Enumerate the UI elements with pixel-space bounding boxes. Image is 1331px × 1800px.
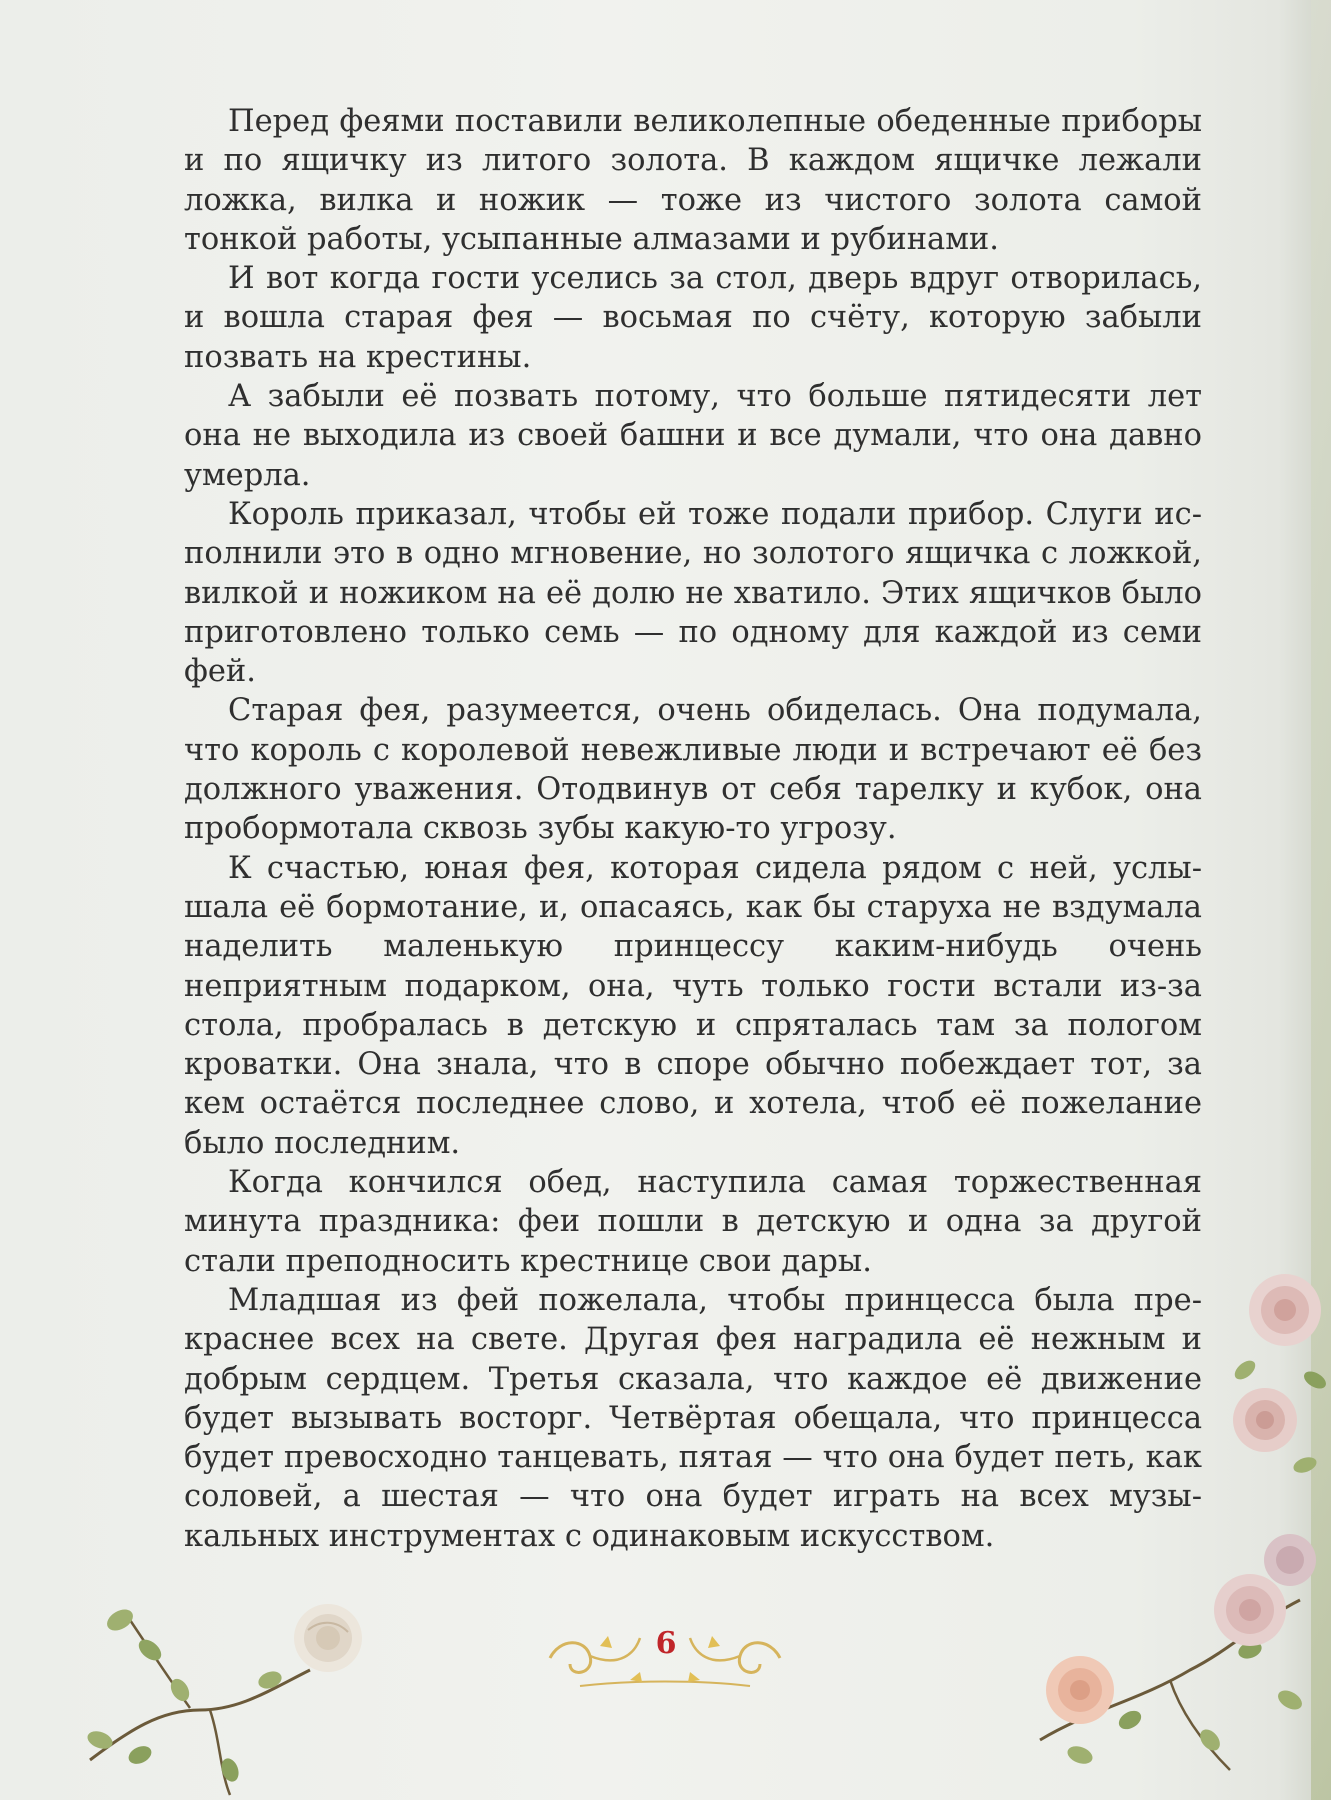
rose-side-right-icon bbox=[1225, 1270, 1331, 1480]
paragraph-8: Младшая из фей пожелала, чтобы принцесса была прекраснее всех на свете. Другая фея наградила её нежным и добрым сердцем. Третья сказала, что каждое её движение будет вызывать восторг. Четвёртая обещала, что принцесса будет превосходно танцевать, пятая — что она будет петь, как соловей, а шестая — что она будет играть на всех музыкальных инструментах с одинаковым искусством. bbox=[184, 1282, 1202, 1554]
rose-cluster-right-icon bbox=[1020, 1500, 1331, 1800]
rose-vine-left-icon bbox=[70, 1580, 390, 1800]
story-text bbox=[184, 102, 1202, 1556]
paragraph-2: И вот когда гости уселись за стол, дверь вдруг отворилась, и вошла старая фея — восьмая по счёту, которую забыли позвать на крестины. bbox=[184, 261, 1202, 375]
paragraph-3: А забыли её позвать потому, что больше пятидесяти лет она не выходила из своей башни и все думали, что она давно умерла. bbox=[184, 379, 1202, 493]
paragraph-5: Старая фея, разумеется, очень обиделась. Она подумала, что король с королевой невежливые люди и встречают её без должного уважения. Отодвинув от себя тарелку и кубок, она пробормотала сквозь зубы какую-то угрозу. bbox=[184, 693, 1202, 847]
paragraph-7: Когда кончился обед, наступила самая торжественная минута праздника: феи пошли в детскую и одна за другой стали преподносить крестнице свои дары. bbox=[184, 1165, 1202, 1279]
page-number: 6 bbox=[655, 1626, 677, 1661]
paragraph-6: К счастью, юная фея, которая сидела рядом с ней, услышала её бормотание, и, опасаясь, как бы старуха не вздумала наделить маленькую принцессу каким-нибудь очень неприятным подарком, она, чуть только гости встали из-за стола, пробралась в детскую и спряталась там за пологом кроватки. Она знала, что в споре обычно побеждает тот, за кем остаётся последнее слово, и хотела, чтоб её пожелание было последним. bbox=[184, 850, 1202, 1161]
paragraph-4: Король приказал, чтобы ей тоже подали прибор. Слуги исполнили это в одно мгновение, но золотого ящичка с ложкой, вилкой и ножиком на её долю не хватило. Этих ящичков было приготовлено только семь — по одному для каждой из семи фей. bbox=[184, 496, 1202, 690]
paragraph-1: Перед феями поставили великолепные обеденные приборы и по ящичку из литого золота. В каждом ящичке лежали ложка, вилка и ножик — тоже из чистого золота самой тонкой работы, усыпанные алмазами и рубинами. bbox=[184, 104, 1202, 257]
